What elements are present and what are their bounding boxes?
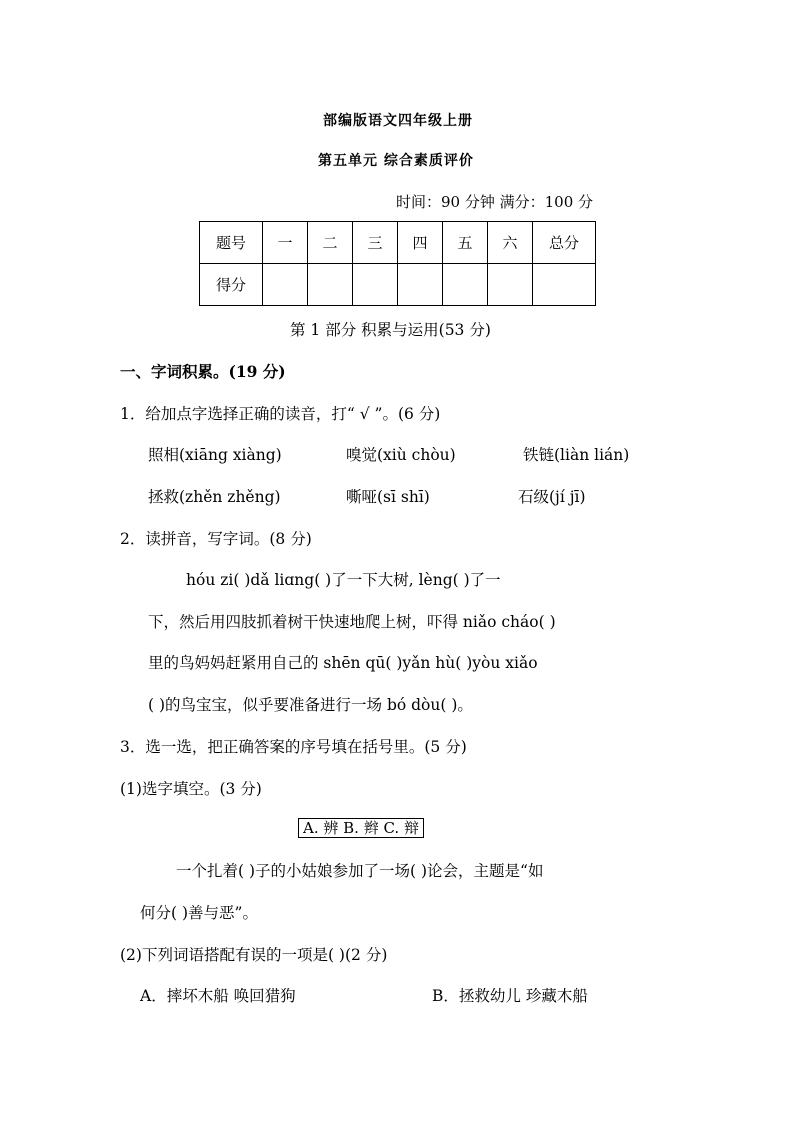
q3-stem: 3．选一选，把正确答案的序号填在括号里。(5 分) — [120, 738, 467, 756]
q3-options-box: A. 辨 B. 辫 C. 辩 — [298, 818, 424, 838]
score-table-cell: 二 — [308, 222, 353, 264]
section1-title: 一、字词积累。(19 分) — [120, 362, 286, 381]
score-table-cell: 得分 — [200, 264, 263, 306]
document-title: 部编版语文四年级上册 — [323, 113, 473, 129]
score-table-cell: 六 — [488, 222, 533, 264]
score-blank-cell[interactable] — [533, 264, 596, 306]
q1-item: 嗅觉(xiù chòu) — [346, 446, 456, 464]
score-table-header-row — [200, 222, 596, 264]
score-table-score-row — [200, 264, 596, 306]
q3-sub2-option-b: B．拯救幼儿 珍藏木船 — [432, 987, 588, 1005]
score-blank-cell[interactable] — [308, 264, 353, 306]
q2-stem: 2．读拼音，写字词。(8 分) — [120, 530, 312, 548]
q3-sub2-option-a: A．摔坏木船 唤回猎狗 — [140, 987, 296, 1005]
part1-title: 第 1 部分 积累与运用(53 分) — [290, 321, 491, 339]
unit-subtitle: 第五单元 综合素质评价 — [318, 153, 474, 169]
q1-item: 石级(jí jī) — [518, 488, 586, 506]
score-table-cell: 五 — [443, 222, 488, 264]
score-table-cell: 总分 — [533, 222, 596, 264]
score-table-cell: 题号 — [200, 222, 263, 264]
q3-sub1-stem: (1)选字填空。(3 分) — [120, 780, 262, 798]
q3-sub2-stem: (2)下列词语搭配有误的一项是( )(2 分) — [120, 946, 388, 964]
q2-line: ( )的鸟宝宝，似乎要准备进行一场 bó dòu( )。 — [148, 696, 473, 714]
score-table-cell: 四 — [398, 222, 443, 264]
q3-sub1-line: 一个扎着( )子的小姑娘参加了一场( )论会，主题是“如 — [176, 862, 544, 880]
q1-item: 嘶哑(sī shī) — [346, 488, 430, 506]
q1-stem: 1．给加点字选择正确的读音，打“ √ ”。(6 分) — [120, 405, 441, 423]
q2-line: 里的鸟妈妈赶紧用自己的 shēn qū( )yǎn hù( )yòu xiǎo — [148, 654, 538, 672]
q1-item: 拯救(zhěn zhěng) — [148, 488, 281, 506]
score-blank-cell[interactable] — [443, 264, 488, 306]
q1-item: 铁链(liàn lián) — [523, 446, 630, 464]
score-blank-cell[interactable] — [263, 264, 308, 306]
q1-item: 照相(xiāng xiàng) — [148, 446, 282, 464]
score-blank-cell[interactable] — [398, 264, 443, 306]
score-table-cell: 三 — [353, 222, 398, 264]
q2-line: hóu zi( )dǎ liɑng( )了一下大树, lèng( )了一 — [186, 571, 501, 589]
time-limit: 时间：90 分钟 满分：100 分 — [396, 193, 594, 211]
score-table — [199, 221, 596, 306]
score-blank-cell[interactable] — [353, 264, 398, 306]
q2-line: 下，然后用四肢抓着树干快速地爬上树，吓得 niǎo cháo( ) — [148, 613, 556, 631]
q3-sub1-line: 何分( )善与恶”。 — [140, 904, 258, 922]
score-table-cell: 一 — [263, 222, 308, 264]
score-blank-cell[interactable] — [488, 264, 533, 306]
